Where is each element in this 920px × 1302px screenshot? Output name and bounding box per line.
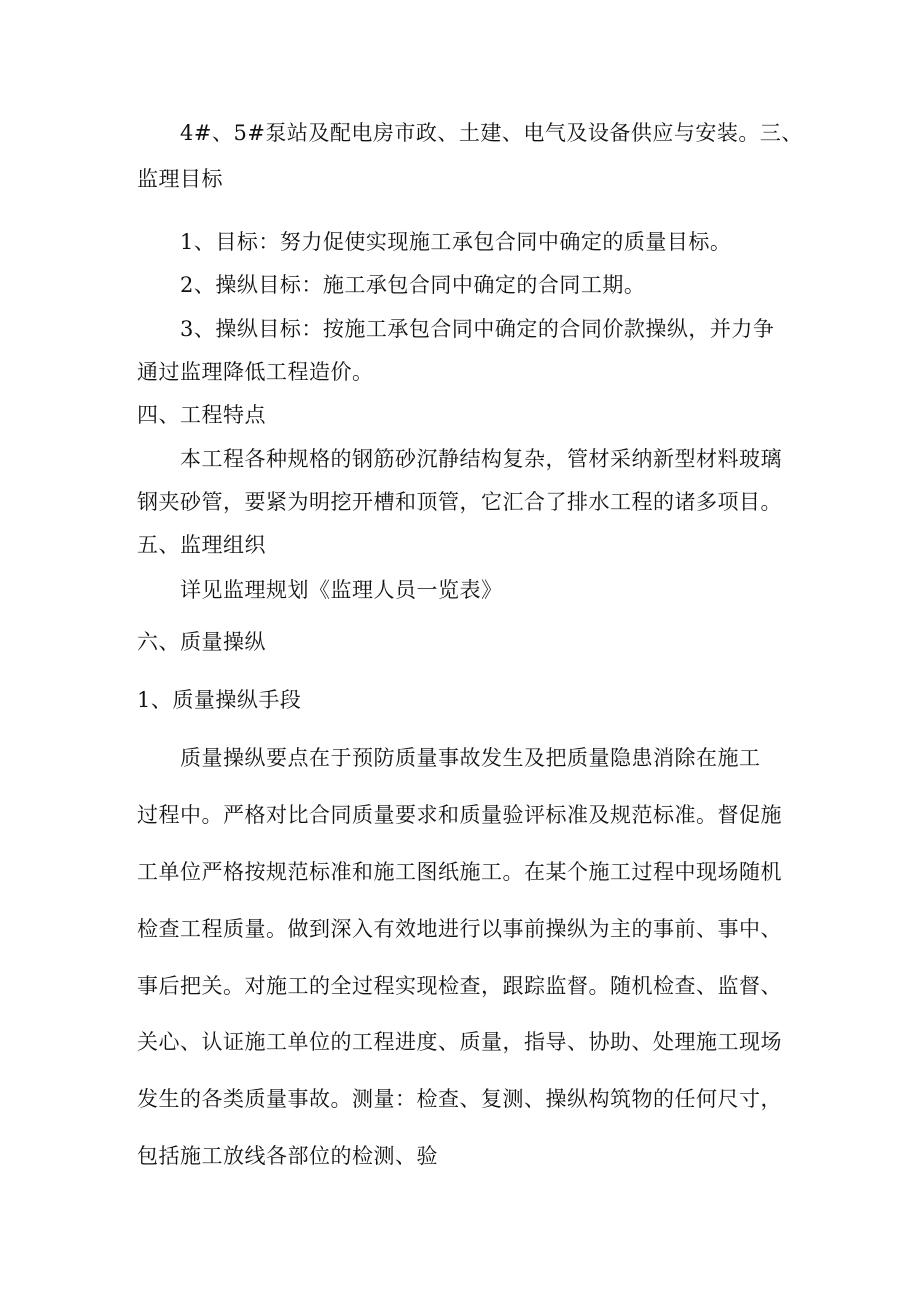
section-heading: 四、工程特点 (137, 403, 266, 427)
text-line: 过程中。严格对比合同质量要求和质量验评标准及规范标准。督促施 (137, 803, 782, 827)
text-line: 事后把关。对施工的全过程实现检查，跟踪监督。随机检查、监督、 (137, 974, 782, 998)
text-line: 关心、认证施工单位的工程进度、质量，指导、协助、处理施工现场 (137, 1030, 782, 1054)
section-heading: 六、质量操纵 (137, 630, 266, 654)
subsection-heading: 1、质量操纵手段 (137, 688, 302, 712)
text-line: 检查工程质量。做到深入有效地进行以事前操纵为主的事前、事中、 (137, 917, 782, 941)
text-line: 4#、5#泵站及配电房市政、土建、电气及设备供应与安装。三、 (180, 121, 803, 145)
text-line: 监理目标 (137, 167, 223, 191)
section-heading: 五、监理组织 (137, 533, 266, 557)
text-line: 钢夹砂管，要紧为明挖开槽和顶管，它汇合了排水工程的诸多项目。 (137, 490, 782, 514)
text-line: 1、目标：努力促使实现施工承包合同中确定的质量目标。 (180, 230, 732, 254)
text-line: 3、操纵目标：按施工承包合同中确定的合同价款操纵，并力争 (180, 317, 775, 341)
text-line: 发生的各类质量事故。测量：检查、复测、操纵构筑物的任何尺寸， (137, 1087, 782, 1111)
text-line: 包括施工放线各部位的检测、验 (137, 1144, 438, 1168)
text-line: 本工程各种规格的钢筋砂沉静结构复杂，管材采纳新型材料玻璃 (180, 447, 782, 471)
text-line: 2、操纵目标：施工承包合同中确定的合同工期。 (180, 273, 646, 297)
text-line: 通过监理降低工程造价。 (137, 360, 374, 384)
text-line: 详见监理规划《监理人员一览表》 (180, 578, 503, 602)
text-line: 质量操纵要点在于预防质量事故发生及把质量隐患消除在施工 (180, 746, 761, 770)
text-line: 工单位严格按规范标准和施工图纸施工。在某个施工过程中现场随机 (137, 860, 782, 884)
